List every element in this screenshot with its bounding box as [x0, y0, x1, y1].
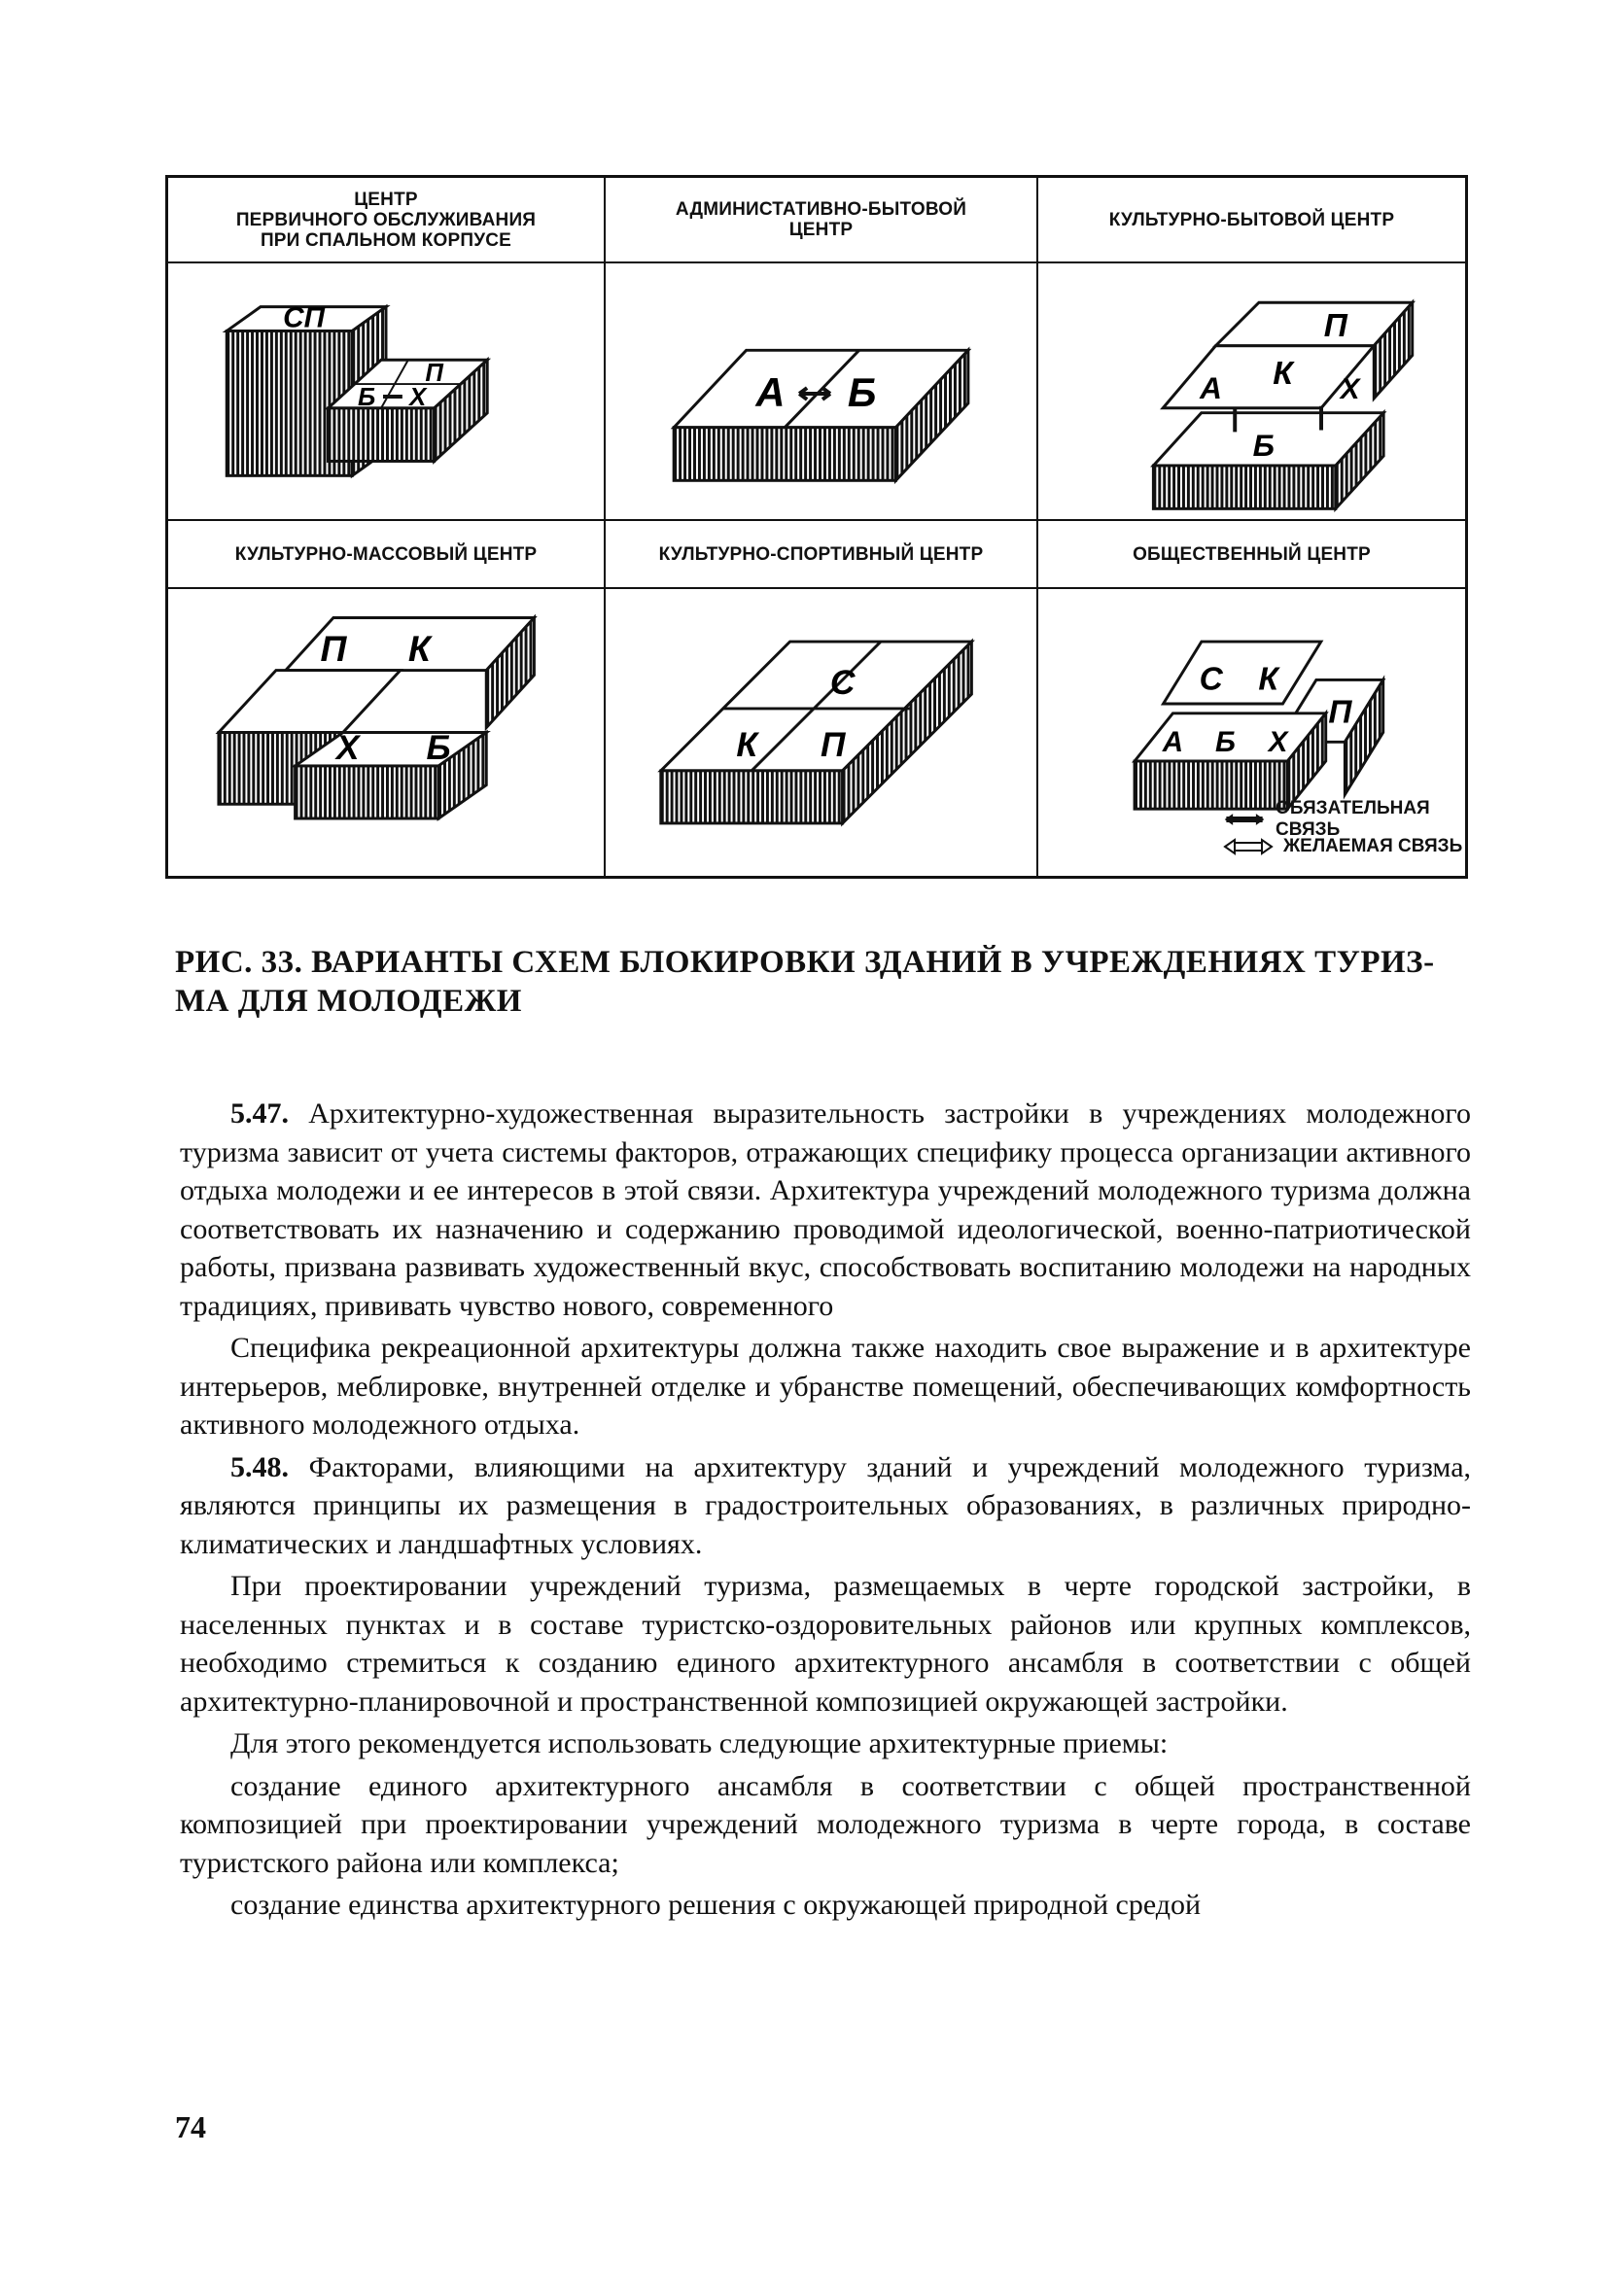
figure-legend — [1223, 798, 1465, 860]
block-letter-b-oc: Б — [1215, 726, 1236, 759]
paragraph: Для этого рекомендуется использовать следующие архитектурные приемы: — [230, 1727, 1169, 1759]
paragraph-5-48 — [180, 1448, 1471, 1564]
paragraph-text: Факторами, влияющими на архитектуру зданий и учреждений молодежного туризма, являются принципы их размещения в градостроительных образованиях, в различных природно-климатических и ландшафтных условиях. — [180, 1450, 1472, 1560]
paragraph-text: Архитектурно-художественная выразительность застройки в учреждениях молодежного туризма зависит от учета системы факторов, отражающих специфику процесса организации активного отдыха молодежи и ее интересов в этой связи. Архитектура учреждений молодежного туризма должна соответствовать их назначению и содержанию проводимой идеологической, военно-патриотической работы, призвана развивать художественный вкус, способствовать воспитанию молодежи на народных традициях, прививать чувство нового, современного — [180, 1097, 1471, 1322]
legend-mandatory-row — [1223, 798, 1465, 840]
paragraph: Специфика рекреационной архитектуры должна также находить свое выражение и в архитектуре интерьеров, меблировке, внутренней отделке и убранстве помещений, обеспечивающих комфортность активного молодежного отдыха. — [180, 1332, 1471, 1441]
block-letter-a-oc: А — [1162, 726, 1184, 759]
block-letter-x-oc: Х — [1268, 726, 1288, 759]
block-letter-b-chb: Б — [1252, 428, 1276, 464]
desired-link-icon — [1223, 838, 1274, 855]
mandatory-link-icon — [1223, 811, 1266, 828]
block-letter-a-chb: А — [1200, 369, 1222, 405]
block-letter-p: П — [425, 360, 443, 388]
block-letter-sp: СП — [283, 301, 326, 334]
block-letter-b-admin: Б — [847, 368, 877, 415]
diagram-admin-household-center — [606, 263, 1038, 521]
block-letter-a: А — [755, 368, 786, 415]
paragraph-5-47 — [180, 1095, 1471, 1325]
header-cultural-household-center: КУЛЬТУРНО-БЫТОВОЙ ЦЕНТР — [1038, 178, 1465, 263]
diagram-cultural-mass-center — [168, 589, 606, 876]
block-letter-b: Б — [358, 383, 376, 411]
header-public-center: ОБЩЕСТВЕННЫЙ ЦЕНТР — [1038, 521, 1465, 589]
block-letter-k-ks: К — [736, 725, 758, 765]
diagram-primary-service-center — [168, 263, 606, 521]
header-admin-household-center: АДМИНИСТАТИВНО-БЫТОВОЙ ЦЕНТР — [606, 178, 1038, 263]
figure-caption: РИС. 33. ВАРИАНТЫ СХЕМ БЛОКИРОВКИ ЗДАНИЙ В УЧРЕЖДЕНИЯХ ТУРИЗ-МА ДЛЯ МОЛОДЕЖИ — [175, 945, 1435, 1019]
block-letter-s-ks: С — [829, 663, 856, 703]
block-letter-x-km: Х — [335, 728, 360, 768]
block-letter-p-chb: П — [1323, 307, 1347, 344]
block-letter-p-km: П — [320, 627, 347, 669]
block-letter-x: Х — [409, 383, 427, 411]
header-cultural-mass-center: КУЛЬТУРНО-МАССОВЫЙ ЦЕНТР — [168, 521, 606, 589]
block-letter-s-oc: С — [1199, 661, 1223, 698]
block-letter-k-oc: К — [1258, 661, 1278, 698]
section-number: 5.48. — [230, 1450, 289, 1483]
header-cultural-sport-center: КУЛЬТУРНО-СПОРТИВНЫЙ ЦЕНТР — [606, 521, 1038, 589]
block-letter-k-km: К — [407, 627, 431, 669]
block-letter-p-oc: П — [1328, 694, 1352, 731]
legend-desired-row — [1223, 833, 1465, 860]
body-text — [180, 1095, 1471, 1929]
legend-desired-label: ЖЕЛАЕМАЯ СВЯЗЬ — [1283, 836, 1463, 856]
paragraph: При проектировании учреждений туризма, размещаемых в черте городской застройки, в населенных пунктах и в составе туристско-оздоровительных районов или крупных комплексов, необходимо стремиться к созданию единого архитектурного ансамбля в соответствии с общей архитектурно-планировочной и пространственной композицией окружающей застройки. — [180, 1570, 1471, 1718]
diagram-cultural-household-center — [1038, 263, 1465, 521]
block-letter-p-ks: П — [821, 725, 846, 765]
header-primary-service-center: ЦЕНТР ПЕРВИЧНОГО ОБСЛУЖИВАНИЯ ПРИ СПАЛЬНОМ КОРПУСЕ — [168, 178, 606, 263]
diagram-cultural-sport-center — [606, 589, 1038, 876]
diagram-public-center — [1038, 589, 1465, 876]
section-number: 5.47. — [230, 1097, 289, 1130]
block-letter-x-chb: Х — [1340, 372, 1360, 405]
legend-mandatory-label: ОБЯЗАТЕЛЬНАЯ СВЯЗЬ — [1276, 798, 1430, 840]
page-number: 74 — [175, 2109, 206, 2144]
paragraph: создание единства архитектурного решения с окружающей природной средой — [230, 1889, 1202, 1921]
block-letter-k-chb: К — [1273, 356, 1293, 393]
figure-table — [165, 175, 1468, 879]
block-letter-b-km: Б — [426, 728, 451, 768]
paragraph: создание единого архитектурного ансамбля в соответствии с общей пространственной композицией при проектировании учреждений молодежного туризма в черте города, в составе туристского района или комплекса; — [180, 1769, 1471, 1879]
